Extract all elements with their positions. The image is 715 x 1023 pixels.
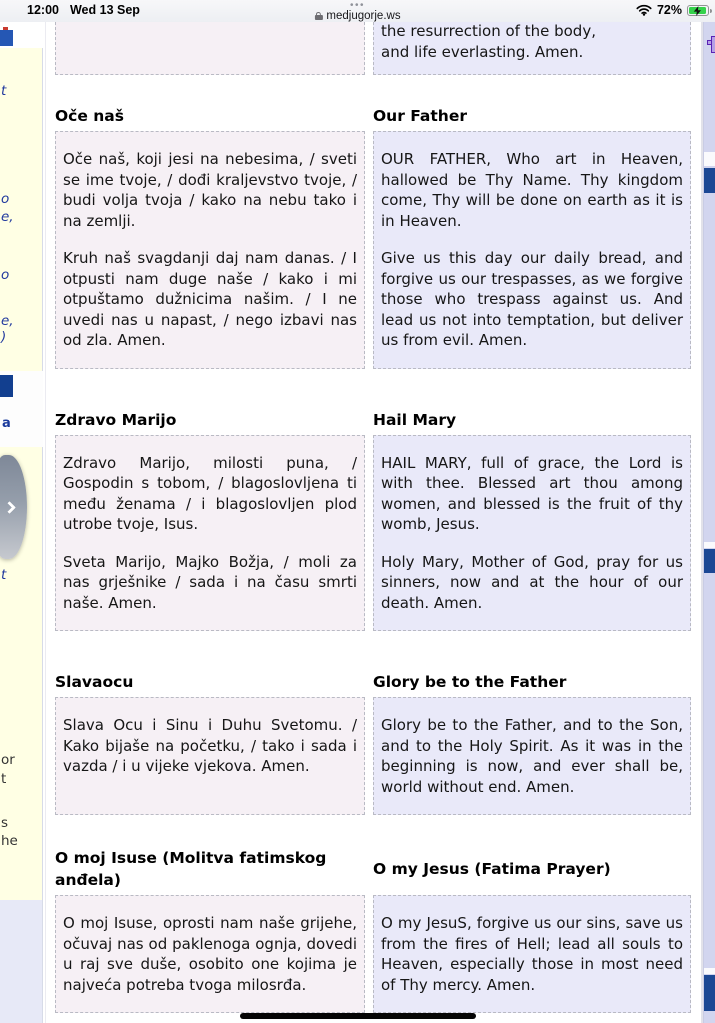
sidebar-link-fragment[interactable]: ) xyxy=(1,329,7,345)
lock-icon xyxy=(314,13,322,20)
prayer-cell-english xyxy=(373,22,691,75)
battery-percent: 72% xyxy=(656,3,682,17)
frame-fragment xyxy=(704,542,715,548)
prayer-title-croatian: Slavaocu xyxy=(55,673,134,691)
status-bar xyxy=(0,0,715,22)
sidebar-text-fragment: t xyxy=(1,771,7,787)
prayer-cell-croatian xyxy=(55,131,365,369)
sidebar-footer-area xyxy=(0,900,43,1023)
tab-overview-dots-icon[interactable]: ••• xyxy=(349,0,366,11)
prayer-line: the resurrection of the body, xyxy=(381,22,596,40)
prayer-title-croatian: O moj Isuse (Molitva fatimskog anđela) xyxy=(55,849,327,889)
left-sidebar-frame-edge xyxy=(0,22,46,1023)
prayer-row-hail-mary xyxy=(55,409,701,632)
status-time: 12:00 xyxy=(27,3,59,17)
sidebar-link-fragment[interactable]: e, xyxy=(1,313,14,329)
sidebar-text-fragment: he xyxy=(1,833,18,849)
prayers-content-frame xyxy=(46,22,703,1023)
prayer-paragraph: Kruh naš svagdanji daj nam danas. / I otpusti nam duge naše / kako i mi otpuštamo dužnicima našim. / I ne uvedi nas u napast, / nego izbavi nas od zla. Amen. xyxy=(63,249,357,349)
battery-icon xyxy=(687,5,709,16)
status-time-date xyxy=(27,3,140,17)
sidebar-header-bar-fragment xyxy=(0,30,13,46)
sidebar-link-fragment[interactable]: o xyxy=(1,191,10,207)
prayer-paragraph: Zdravo Marijo, milosti puna, / Gospodin s tobom, / blagoslovljena ti među ženama / i blagoslovljen plod utrobe tvoje, Isus. xyxy=(63,453,357,533)
prayer-paragraph: HAIL MARY, full of grace, the Lord is with thee. Blessed art thou among women, and blessed is the fruit of thy womb, Jesus. xyxy=(381,453,683,533)
prayer-title-english: Hail Mary xyxy=(373,410,457,429)
header-bar-fragment xyxy=(704,975,715,1011)
prayer-cell-croatian xyxy=(55,22,365,75)
sidebar-header-bar-fragment xyxy=(0,375,13,397)
status-date: Wed 13 Sep xyxy=(69,3,140,17)
sidebar-link-fragment[interactable]: o xyxy=(1,267,10,283)
prayer-title-english: O my Jesus (Fatima Prayer) xyxy=(373,860,611,878)
prayer-paragraph: O moj Isuse, oprosti nam naše grijehe, očuvaj nas od paklenoga ognja, dovedi u raj sve duše, osobito one kojima je najveća potreba tvoga milosrđa. xyxy=(63,914,357,994)
prayer-title-croatian: Zdravo Marijo xyxy=(55,410,177,429)
prayer-cell-english xyxy=(373,131,691,369)
prayer-paragraph: Slava Ocu i Sinu i Duhu Svetomu. / Kako bijaše na početku, / tako i sada i vazda / i u vijeke vjekova. Amen. xyxy=(63,716,357,775)
status-indicators xyxy=(636,3,709,17)
home-indicator[interactable] xyxy=(240,1013,476,1019)
cross-icon xyxy=(707,36,715,54)
sidebar-link-fragment[interactable]: e, xyxy=(1,209,14,225)
sidebar-menu-text-fragment[interactable]: a xyxy=(2,416,11,431)
prayer-row-glory-be xyxy=(55,671,701,815)
header-bar-fragment xyxy=(704,549,715,573)
prayer-row-our-father xyxy=(55,105,701,369)
prayer-row-creed-partial xyxy=(55,22,701,75)
frame-fragment xyxy=(704,968,715,974)
sidebar-text-fragment: or xyxy=(1,752,15,768)
chevron-right-icon xyxy=(3,501,16,514)
prayer-paragraph: Give us this day our daily bread, and forgive us our trespasses, as we forgive those who trespass against us. And lead us not into temptation, but deliver us from evil. Amen. xyxy=(381,249,683,349)
prayer-paragraph: Sveta Marijo, Majko Božja, / moli za nas grješnike / sada i na času smrti naše. Amen. xyxy=(63,552,357,612)
prayer-cell-english xyxy=(373,435,691,632)
prayer-paragraph: Oče naš, koji jesi na nebesima, / sveti se ime tvoje, / dođi kraljevstvo tvoje, / budi volja tvoja / kako na nebu tako i na zemlji. xyxy=(63,150,357,230)
address-bar[interactable] xyxy=(314,10,400,22)
prayer-row-fatima xyxy=(55,847,701,1013)
frame-fragment xyxy=(704,152,715,166)
prayer-cell-croatian xyxy=(55,895,365,1013)
sidebar-link-fragment[interactable]: t xyxy=(1,83,7,99)
prayer-paragraph: OUR FATHER, Who art in Heaven, hallowed be Thy Name. Thy kingdom come, Thy will be done on earth as it is in Heaven. xyxy=(381,150,683,230)
wifi-icon xyxy=(636,4,652,16)
prayer-title-croatian: Oče naš xyxy=(55,107,124,125)
prayer-paragraph: O my JesuS, forgive us our sins, save us from the fires of Hell; lead all souls to Heaven, especially those in most need of Thy mercy. Amen. xyxy=(381,914,683,994)
prayer-cell-english xyxy=(373,895,691,1013)
charging-bolt-icon xyxy=(693,6,702,16)
prayer-title-english: Our Father xyxy=(373,107,467,125)
sidebar-link-fragment[interactable]: t xyxy=(1,567,7,583)
prayer-cell-english xyxy=(373,697,691,815)
prayer-paragraph: Holy Mary, Mother of God, pray for us sinners, now and at the hour of our death. Amen. xyxy=(381,552,683,612)
prayer-cell-croatian xyxy=(55,697,365,815)
prayer-line: and life everlasting. Amen. xyxy=(381,42,584,61)
header-bar-fragment xyxy=(704,168,715,193)
url-text: medjugorje.ws xyxy=(326,9,401,22)
prayer-cell-croatian xyxy=(55,435,365,632)
prayer-title-english: Glory be to the Father xyxy=(373,673,567,691)
right-frame-edge xyxy=(703,22,715,1023)
prayer-paragraph: Glory be to the Father, and to the Son, and to the Holy Spirit. As it was in the beginning is now, and ever shall be, world without end. Amen. xyxy=(381,716,683,796)
sidebar-text-fragment: s xyxy=(1,815,9,831)
